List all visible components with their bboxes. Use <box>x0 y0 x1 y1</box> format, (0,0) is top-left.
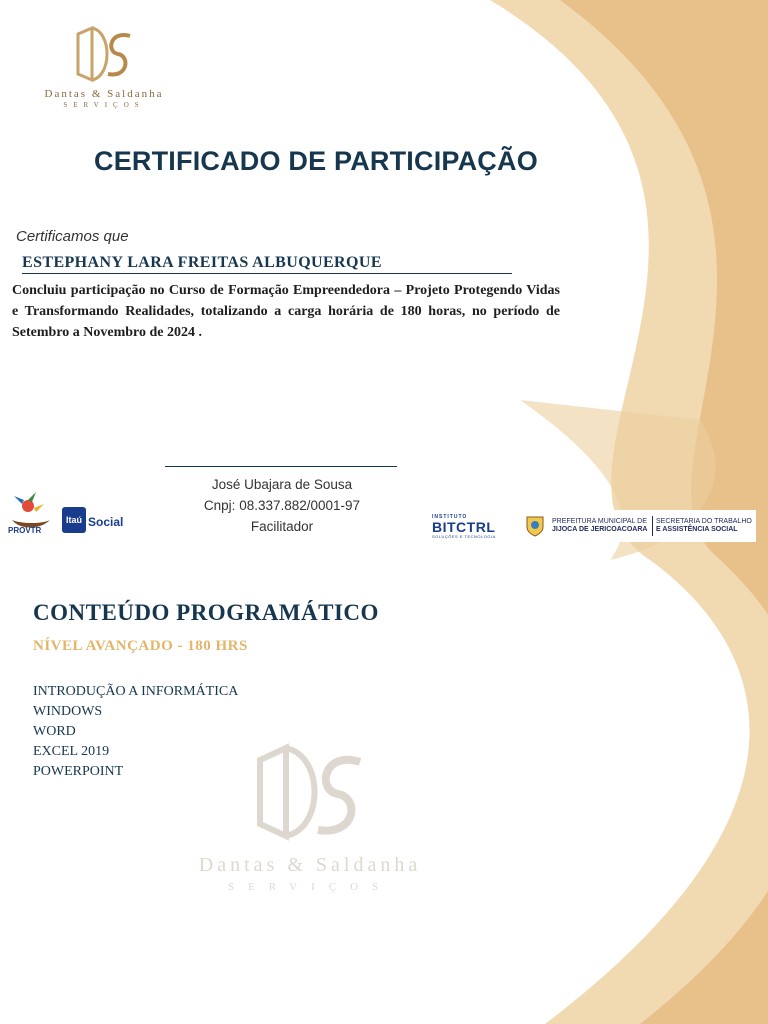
signer-role: Facilitador <box>250 519 314 534</box>
watermark-brand-name: Dantas & Saldanha <box>198 854 422 876</box>
list-item: EXCEL 2019 <box>33 744 110 759</box>
provtr-label: PROVTR <box>8 526 42 535</box>
bitctrl-sub: SOLUÇÕES E TECNOLOGIA <box>432 534 496 539</box>
list-item: WORD <box>33 724 76 739</box>
secretaria-line-1: SECRETARIA DO TRABALHO <box>656 518 752 525</box>
brand-name: Dantas & Saldanha <box>44 88 164 100</box>
signature-block <box>160 474 404 537</box>
certificate-title: CERTIFICADO DE PARTICIPAÇÃO <box>94 146 538 176</box>
company-logo <box>24 24 184 120</box>
partner-logos <box>426 510 756 542</box>
list-item: WINDOWS <box>33 704 103 719</box>
signature-line <box>165 466 397 467</box>
itau-social-label: Social <box>88 515 124 529</box>
certify-text: Certificamos que <box>16 228 129 245</box>
bitctrl-top-label: INSTITUTO <box>432 514 468 520</box>
signer-cnpj: Cnpj: 08.337.882/0001-97 <box>203 498 361 513</box>
list-item: INTRODUÇÃO A INFORMÁTICA <box>33 684 239 699</box>
ds-watermark-icon <box>250 740 370 844</box>
certificate-body: Concluiu participação no Curso de Formação Empreendedora – Projeto Protegendo Vidas e Transformando Realidades, totalizando a carga horária de 180 horas, no período de Setembro a Novembro de 2024 . <box>12 283 560 340</box>
prefeitura-label <box>552 518 647 534</box>
program-level: NÍVEL AVANÇADO - 180 HRS <box>33 638 248 654</box>
ds-monogram-icon <box>72 24 136 84</box>
program-title: CONTEÚDO PROGRAMÁTICO <box>33 600 379 625</box>
signer-name: José Ubajara de Sousa <box>211 477 353 492</box>
watermark-brand-sub: SERVIÇOS <box>227 881 393 893</box>
municipal-crest-icon <box>524 514 546 538</box>
brand-subtitle: SERVIÇOS <box>63 101 145 109</box>
recipient-name: ESTEPHANY LARA FREITAS ALBUQUERQUE <box>22 254 512 274</box>
secretaria-label <box>656 518 752 534</box>
prefeitura-line-1: PREFEITURA MUNICIPAL DE <box>552 518 647 525</box>
secretaria-line-2: E ASSISTÊNCIA SOCIAL <box>656 526 738 533</box>
bitctrl-logo <box>432 514 496 539</box>
partner-divider <box>652 516 653 536</box>
watermark-logo <box>160 740 460 893</box>
list-item: POWERPOINT <box>33 764 124 779</box>
itau-logo-icon: Itaú <box>62 507 86 533</box>
bitctrl-name: BITCTRL <box>432 519 496 535</box>
prefeitura-line-2: JIJOCA DE JERICOACOARA <box>552 526 648 533</box>
